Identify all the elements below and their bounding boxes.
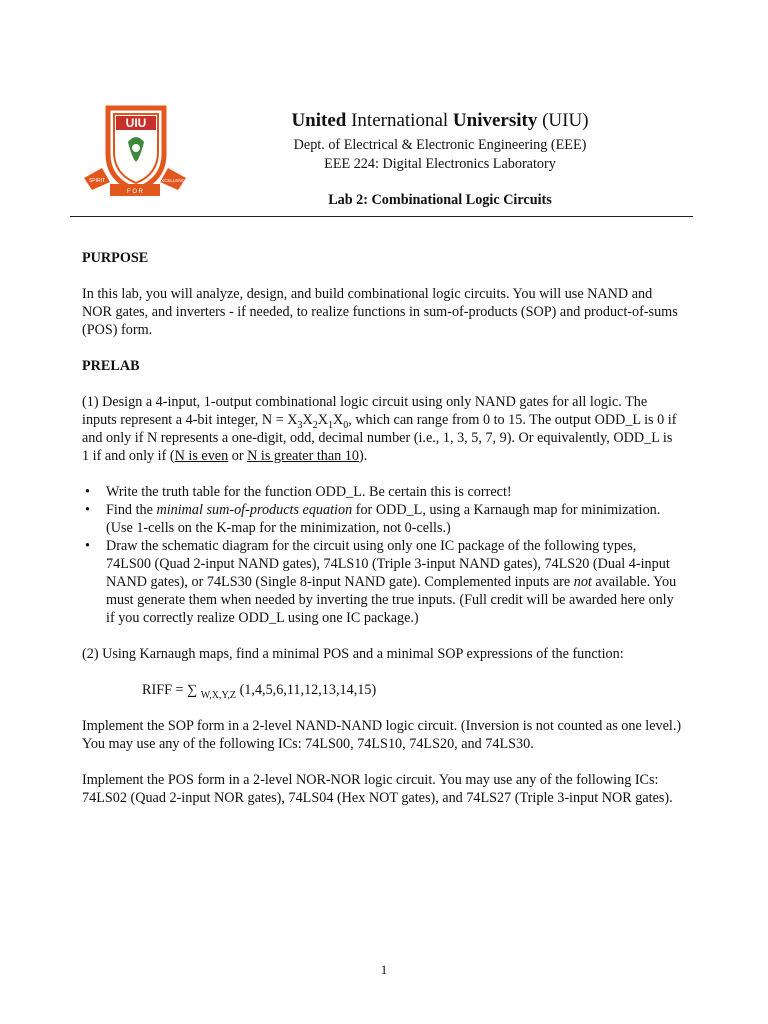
list-item: • Write the truth table for the function ODD_L. Be certain this is correct! [82, 483, 682, 501]
sop-instruction: Implement the SOP form in a 2-level NAND-NAND logic circuit. (Inversion is not counted as one level.) You may use any of the following ICs: 74LS00, 74LS10, 74LS20, and 74LS30. [82, 718, 682, 752]
document-header [250, 109, 630, 210]
course-line: EEE 224: Digital Electronics Laboratory [324, 156, 556, 172]
prelab-heading: PRELAB [82, 358, 140, 374]
department-line: Dept. of Electrical & Electronic Engineering (EEE) [293, 137, 587, 153]
logo-ribbon-right: EXCELLENCE [158, 178, 188, 183]
list-item: • Find the minimal sum-of-products equation for ODD_L, using a Karnaugh map for minimization. (Use 1-cells on the K-map for the minimization, not 0-cells.) [82, 501, 682, 537]
page-number: 1 [380, 962, 388, 977]
logo-ribbon-bottom: F O R [127, 189, 143, 195]
prelab-paragraph-1: (1) Design a 4-input, 1-output combinational logic circuit using only NAND gates for all logic. The inputs represent a 4-bit integer, $N = X_3X_2X_1X_0$, which can range from 0 to 15. The output ODD_L is 0 if and only if N represents a one-digit, odd, decimal number (i.e., 1, 3, 5, 7, 9). Or equivalently, ODD_L is 1 if and only if (N is even or N is greater than 10). [82, 394, 677, 464]
document-body [82, 249, 682, 807]
header-divider [70, 216, 693, 217]
logo-ribbon-left: SPIRIT [88, 178, 106, 184]
logo-name: UIU [125, 116, 147, 130]
riff-equation: RIFF = ∑ $_{W,X,Y,Z}$ (1,4,5,6,11,12,13,14,15) [142, 682, 377, 701]
prelab-paragraph-2: (2) Using Karnaugh maps, find a minimal POS and a minimal SOP expressions of the function: [82, 646, 624, 662]
prelab-task-list [82, 483, 682, 627]
university-logo [80, 102, 190, 202]
university-name: United International University (UIU) [291, 110, 589, 131]
purpose-text: In this lab, you will analyze, design, and build combinational logic circuits. You will use NAND and NOR gates, and inverters - if needed, to realize functions in sum-of-products (SOP) and product-of-sums (POS) form. [82, 286, 678, 338]
lab-title: Lab 2: Combinational Logic Circuits [328, 192, 552, 208]
purpose-heading: PURPOSE [82, 250, 149, 266]
pos-instruction: Implement the POS form in a 2-level NOR-NOR logic circuit. You may use any of the following ICs: 74LS02 (Quad 2-input NOR gates), 74LS04 (Hex NOT gates), and 74LS27 (Triple 3-input NOR gates). [82, 772, 673, 806]
list-item: • Draw the schematic diagram for the circuit using only one IC package of the following types, 74LS00 (Quad 2-input NAND gates), 74LS10 (Triple 3-input NAND gates), 74LS20 (Dual 4-input NAND gates), or 74LS30 (Single 8-input NAND gate). Complemented inputs are not available. You must generate them when needed by inverting the true inputs. (Full credit will be awarded here only if you correctly realize ODD_L using one IC package.) [82, 537, 682, 627]
